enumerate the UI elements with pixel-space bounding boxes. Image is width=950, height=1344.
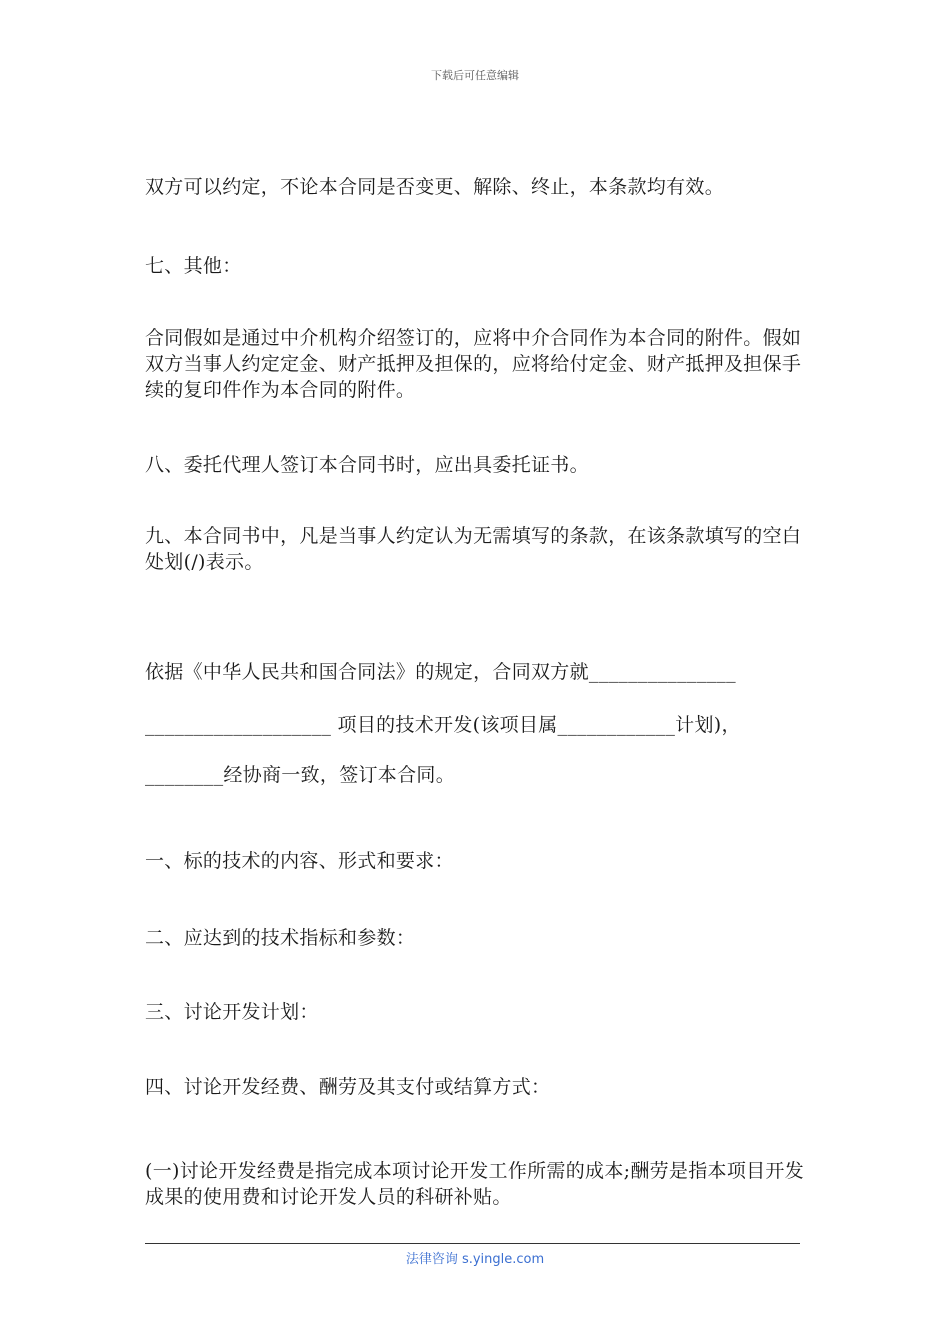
contract-preamble-line-1: 依据《中华人民共和国合同法》的规定，合同双方就_______________ — [145, 661, 736, 683]
article-four-heading: 四、讨论开发经费、酬劳及其支付或结算方式： — [145, 1076, 551, 1098]
paragraph-validity-clause: 双方可以约定，不论本合同是否变更、解除、终止，本条款均有效。 — [145, 176, 725, 198]
article-one-heading: 一、标的技术的内容、形式和要求： — [145, 850, 454, 872]
section-nine-paragraph: 九、本合同书中，凡是当事人约定认为无需填写的条款，在该条款填写的空白处划(/)表示。 — [145, 525, 802, 573]
footer-divider — [145, 1243, 800, 1244]
article-four-item-one: (一)讨论开发经费是指完成本项讨论开发工作所需的成本;酬劳是指本项目开发成果的使用费和讨论开发人员的科研补贴。 — [145, 1160, 805, 1208]
footer-link[interactable]: 法律咨询 s.yingle.com — [405, 1252, 545, 1267]
paragraph-intermediary-contract: 合同假如是通过中介机构介绍签订的，应将中介合同作为本合同的附件。假如双方当事人约定定金、财产抵押及担保的，应将给付定金、财产抵押及担保手续的复印件作为本合同的附件。 — [145, 327, 802, 401]
article-two-heading: 二、应达到的技术指标和参数： — [145, 927, 416, 949]
contract-preamble-line-3: ________经协商一致，签订本合同。 — [145, 764, 456, 786]
page-header: 下载后可任意编辑 — [431, 69, 519, 82]
section-seven-heading: 七、其他： — [145, 255, 242, 277]
article-three-heading: 三、讨论开发计划： — [145, 1001, 319, 1023]
contract-preamble-line-2: ___________________ 项目的技术开发(该项目属____________计划)， — [145, 714, 741, 736]
section-eight-heading: 八、委托代理人签订本合同书时，应出具委托证书。 — [145, 454, 589, 476]
